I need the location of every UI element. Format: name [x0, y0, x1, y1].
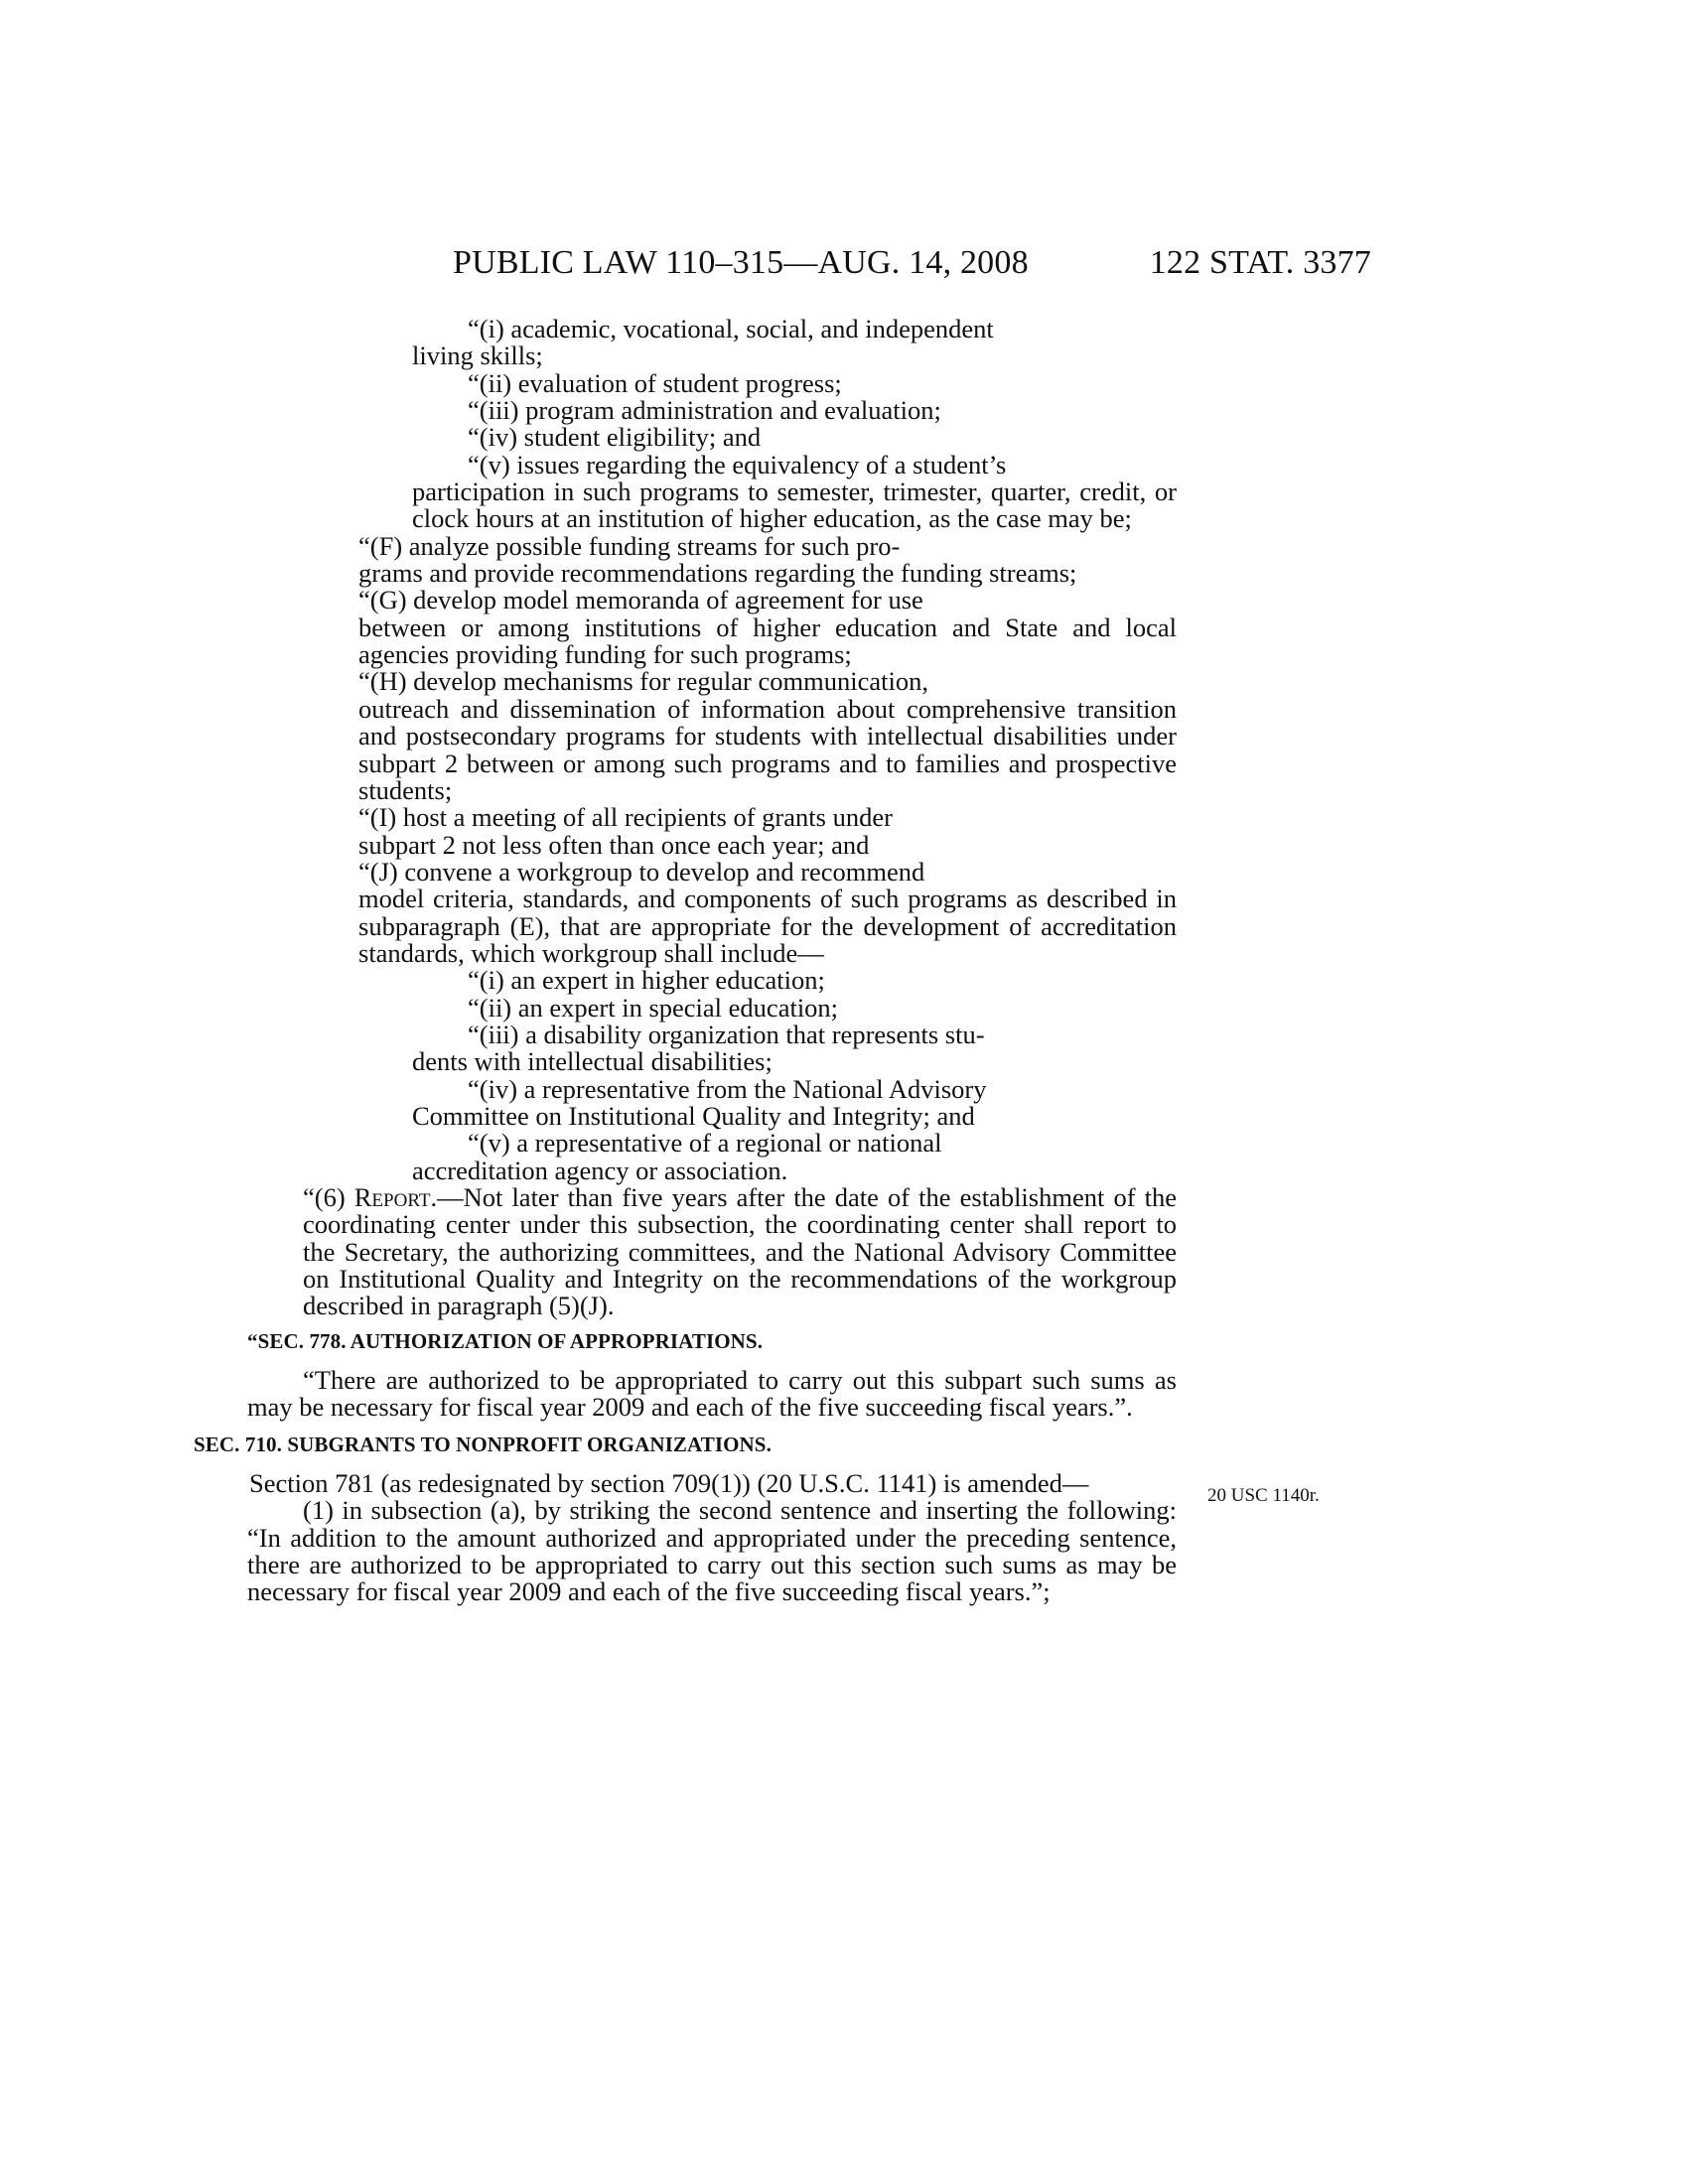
- subpara-g-cont: between or among institutions of higher education and State and local agencies providing funding for such programs;: [358, 612, 1177, 670]
- clause-e-v: “(v) issues regarding the equivalency of a student’s: [468, 449, 1007, 479]
- clause-j-ii: “(ii) an expert in special education;: [468, 992, 839, 1023]
- subpara-j: “(J) convene a workgroup to develop and recommend: [358, 856, 925, 887]
- statute-body: [194, 314, 1177, 1607]
- clause-e-ii: “(ii) evaluation of student progress;: [468, 367, 842, 398]
- sec-710-heading: SEC. 710. SUBGRANTS TO NONPROFIT ORGANIZATIONS.: [194, 1432, 772, 1456]
- subpara-j-cont: model criteria, standards, and components of such programs as described in subparagraph (E), that are appropriate for the development of accreditation standards, which workgroup shall include—: [358, 884, 1177, 968]
- clause-j-i: “(i) an expert in higher education;: [468, 965, 825, 996]
- clause-e-i: “(i) academic, vocational, social, and independent: [468, 314, 994, 343]
- sec-778-heading: “SEC. 778. AUTHORIZATION OF APPROPRIATIONS.: [247, 1328, 764, 1353]
- sec-710-intro: Section 781 (as redesignated by section 709(1)) (20 U.S.C. 1141) is amended—: [249, 1468, 1089, 1499]
- paragraph-6-report: [303, 1184, 1177, 1320]
- clause-j-iv-cont: Committee on Institutional Quality and Integrity; and: [412, 1100, 975, 1131]
- clause-j-v: “(v) a representative of a regional or national: [468, 1128, 942, 1159]
- header-public-law: PUBLIC LAW 110–315—AUG. 14, 2008: [453, 244, 1029, 281]
- report-text: —Not later than five years after the date of the establishment of the coordinating center under this subsection, the coordinating center shall report to the Secretary, the authorizing committees, and the National Advisory Committee on Institutional Quality and Integrity on the recommendations of the workgroup described in paragraph (5)(J).: [303, 1182, 1177, 1321]
- clause-j-iii: “(iii) a disability organization that represents stu-: [468, 1019, 985, 1049]
- margin-citation: 20 USC 1140r.: [1207, 1485, 1320, 1506]
- subpara-i: “(I) host a meeting of all recipients of grants under: [358, 802, 893, 833]
- report-label: “(6) Report.: [303, 1182, 438, 1212]
- clause-e-i-cont: living skills;: [412, 341, 543, 371]
- clause-j-iii-cont: dents with intellectual disabilities;: [412, 1046, 773, 1077]
- sec-710-item-1: (1) in subsection (a), by striking the second sentence and inserting the following: “In addition to the amount authorized and appropriated under the preceding sentence, there are authorized to be appropriated to carry out this section such sums as may be necessary for fiscal year 2009 and each of the five succeeding fiscal years.”;: [247, 1495, 1177, 1607]
- subpara-h-cont: outreach and dissemination of information about comprehensive transition and postsecondary programs for students with intellectual disabilities under subpart 2 between or among such programs and to families and prospective students;: [358, 693, 1177, 805]
- subpara-i-cont: subpart 2 not less often than once each year; and: [358, 829, 870, 860]
- subpara-h: “(H) develop mechanisms for regular communication,: [358, 666, 928, 697]
- clause-j-iv: “(iv) a representative from the National Advisory: [468, 1073, 987, 1104]
- subpara-f: “(F) analyze possible funding streams for such pro-: [358, 530, 901, 561]
- header-stat-page: 122 STAT. 3377: [1149, 244, 1371, 281]
- sec-778-text: “There are authorized to be appropriated to carry out this subpart such sums as may be necessary for fiscal year 2009 and each of the five succeeding fiscal years.”.: [247, 1365, 1177, 1423]
- subpara-g: “(G) develop model memoranda of agreement for use: [358, 585, 923, 615]
- clause-e-iv: “(iv) student eligibility; and: [468, 422, 762, 453]
- clause-e-iii: “(iii) program administration and evaluation;: [468, 395, 941, 426]
- subpara-f-cont: grams and provide recommendations regarding the funding streams;: [358, 558, 1077, 589]
- clause-e-v-cont: participation in such programs to semester, trimester, quarter, credit, or clock hours at an institution of higher education, as the case may be;: [412, 477, 1177, 534]
- running-header: [453, 244, 1371, 284]
- clause-j-v-cont: accreditation agency or association.: [412, 1155, 788, 1185]
